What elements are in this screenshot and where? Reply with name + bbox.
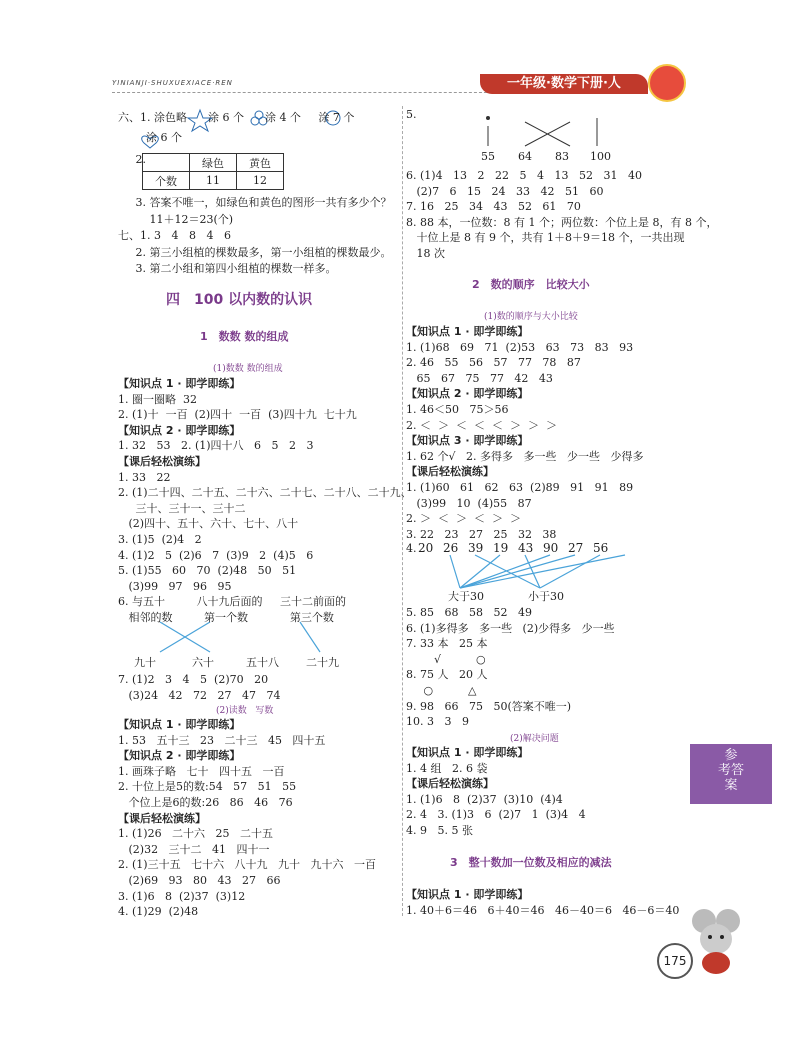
q5-num: 64: [518, 150, 532, 163]
section-title: 3 整十数加一位数及相应的减法: [450, 856, 612, 869]
answer-line: 4. (1)2 5 (2)6 7 (3)9 2 (4)5 6: [118, 548, 314, 562]
q4-category: 大于30: [448, 590, 484, 603]
answer-line: (2)7 6 15 24 33 42 51 60: [406, 184, 604, 198]
header-left-text: YINIANJI·SHUXUEXIACE·REN: [112, 79, 233, 87]
answer-line: 3. 22 23 27 25 32 38: [406, 527, 557, 541]
answer-line: 6. (1)多得多 多一些 (2)少得多 少一些: [406, 621, 615, 635]
q5-dot-lines: [487, 117, 598, 147]
answer-line: 【课后轻松演练】: [118, 455, 206, 468]
q4-matching-lines: [450, 555, 625, 588]
answer-line: 2. ＞ ＜ ＞ ＜ ＞ ＞: [406, 512, 521, 526]
answer-line: 9. 98 66 75 50(答案不唯一): [406, 699, 572, 713]
table-cell: 黄色: [237, 154, 284, 172]
answer-line: 10. 3 3 9: [406, 715, 469, 729]
mouse-mascot-icon: [688, 905, 744, 975]
answer-line: 【课后轻松演练】: [406, 465, 494, 479]
answer-line: (3)99 97 96 95: [118, 579, 232, 593]
tab-text: 案: [724, 778, 738, 793]
answer-line: 1. (1)60 61 62 63 (2)89 91 91 89: [406, 481, 634, 494]
q5-label: 5.: [406, 108, 417, 121]
answer-line: 三十、三十一、三十二: [118, 501, 246, 515]
answer-line: 4. (1)29 (2)48: [118, 905, 199, 919]
answer-line: (2)32 三十二 41 四十一: [118, 842, 270, 856]
table-cell: 个数: [143, 172, 190, 190]
answer-line: 2. ＜ ＞ ＜ ＜ ＜ ＞ ＞ ＞: [406, 418, 557, 432]
answer-line: 4. 9 5. 5 张: [406, 824, 473, 837]
answer-line: (3)24 42 72 27 47 74: [118, 688, 281, 702]
subsection-title: (1)数的顺序与大小比较: [484, 312, 578, 322]
answer-line: 2. 第三小组植的棵数最多，第一小组植的棵数最少。: [118, 246, 392, 259]
answer-line: 2.: [118, 153, 146, 166]
answer-line: 1. (1)6 8 (2)37 (3)10 (4)4: [406, 792, 563, 806]
answer-line: 涂 6 个: [118, 131, 182, 144]
answer-line: 【课后轻松演练】: [118, 811, 206, 825]
subsection-title: (2)解决问题: [510, 734, 559, 744]
q4-label: 4.: [406, 542, 417, 555]
answer-line: 【知识点 3 · 即学即练】: [406, 434, 529, 448]
q4-num: 27: [568, 541, 584, 555]
answer-line: 十位上是 8 有 9 个，共有 1＋8＋9＝18 个，一共出现: [406, 231, 685, 245]
answer-line: ○ △: [406, 684, 477, 697]
answer-line: 1. 32 53 2. (1)四十八 6 5 2 3: [118, 439, 314, 453]
q4-num: 39: [468, 541, 484, 555]
q5-num: 83: [555, 150, 569, 163]
answer-line: 【知识点 2 · 即学即练】: [118, 749, 241, 763]
answer-line: 七、1. 3 4 8 4 6: [118, 229, 231, 242]
answer-line: (3)99 10 (4)55 87: [406, 496, 532, 510]
answer-line: 1. 4 组 2. 6 袋: [406, 761, 488, 775]
answer-line: 2. (1)二十四、二十五、二十六、二十七、二十八、二十九、: [118, 486, 412, 500]
answer-line: 2. 4 3. (1)3 6 (2)7 1 (3)4 4: [406, 808, 586, 822]
answer-line: 11＋12＝23(个): [118, 213, 234, 226]
answer-line: 7. 33 本 25 本: [406, 637, 488, 651]
q6-answer: 九十: [134, 656, 156, 669]
q6-answer: 二十九: [306, 656, 339, 669]
answer-line: 2. 十位上是5的数:54 57 51 55: [118, 780, 297, 794]
answer-line: 【知识点 1 · 即学即练】: [406, 888, 529, 901]
header-banner: 一年级·数学下册·人: [480, 74, 648, 94]
answer-line: 5. (1)55 60 70 (2)48 50 51: [118, 564, 297, 578]
answer-line: 1. 40＋6＝46 6＋40＝46 46－40＝6 46－6＝40: [406, 903, 680, 917]
q4-num: 90: [543, 541, 559, 555]
answer-line: 1. 画珠子略 七十 四十五 一百: [118, 764, 285, 778]
subsection-title: (2)读数 写数: [216, 706, 274, 716]
answer-line: 六、1. 涂色略 涂 6 个 涂 4 个 涂 7 个: [118, 111, 355, 124]
q6-answer: 五十八: [246, 656, 279, 669]
answer-line: 7. 16 25 34 43 52 61 70: [406, 200, 581, 214]
answer-line: 65 67 75 77 42 43: [406, 371, 553, 385]
answer-line: 8. 88 本，一位数：8 有 1 个；两位数：个位上是 8，有 8 个，: [406, 215, 718, 229]
q6-answer: 六十: [192, 656, 214, 669]
answer-line: √ ○: [406, 652, 486, 666]
answer-line: 3. (1)5 (2)4 2: [118, 533, 202, 546]
answer-line: 【知识点 1 · 即学即练】: [406, 325, 529, 338]
answer-line: 1. 圈一圈略 32: [118, 392, 197, 406]
answer-line: 3. 第二小组和第四小组植的棵数一样多。: [118, 262, 337, 275]
answer-line: 1. (1)68 69 71 (2)53 63 73 83 93: [406, 340, 634, 354]
answer-line: 1. 62 个√ 2. 多得多 多一些 少一些 少得多: [406, 449, 644, 463]
q4-category: 小于30: [528, 590, 564, 603]
answer-line: 【知识点 1 · 即学即练】: [406, 746, 529, 759]
answer-line: 相邻的数 第一个数 第三个数: [118, 611, 334, 624]
answer-line: 1. 46＜50 75＞56: [406, 403, 509, 416]
q5-num: 55: [481, 150, 495, 163]
answer-line: 个位上是6的数:26 86 46 76: [118, 796, 293, 809]
answer-line: 【知识点 1 · 即学即练】: [118, 718, 241, 731]
q4-num: 56: [593, 541, 609, 555]
answer-line: 【知识点 2 · 即学即练】: [118, 423, 241, 437]
table-cell: 12: [237, 172, 284, 190]
table-cell: 绿色: [190, 154, 237, 172]
section-title: 1 数数 数的组成: [200, 330, 289, 343]
answer-line: 5. 85 68 58 52 49: [406, 606, 532, 619]
section-title: 2 数的顺序 比较大小: [472, 278, 590, 291]
answer-line: 6. (1)4 13 2 22 5 4 13 52 31 40: [406, 169, 642, 182]
tab-text: 考答: [717, 763, 744, 778]
q6-matching-lines: [160, 622, 320, 652]
q4-num: 26: [443, 541, 459, 555]
q4-num: 20: [418, 541, 434, 555]
answer-line: 【课后轻松演练】: [406, 777, 494, 791]
subsection-title: (1)数数 数的组成: [213, 364, 283, 374]
answer-line: (2)69 93 80 43 27 66: [118, 874, 281, 887]
answer-line: 2. (1)三十五 七十六 八十九 九十 九十六 一百: [118, 858, 377, 872]
q4-num: 19: [493, 541, 509, 555]
answer-line: 【知识点 2 · 即学即练】: [406, 387, 529, 401]
answer-line: 2. 46 55 56 57 77 78 87: [406, 356, 581, 370]
page-number: 175: [657, 943, 693, 979]
answer-line: (2)四十、五十、六十、七十、八十: [118, 517, 299, 531]
q4-num: 43: [518, 541, 534, 555]
table-cell: 11: [190, 172, 237, 190]
answer-line: 1. (1)26 二十六 25 二十五: [118, 827, 274, 841]
tab-text: 参: [724, 748, 738, 763]
answer-line: 7. (1)2 3 4 5 (2)70 20: [118, 673, 269, 686]
answer-line: 【知识点 1 · 即学即练】: [118, 377, 241, 390]
chapter-title: 四 100 以内数的认识: [166, 292, 313, 308]
answer-line: 3. (1)6 8 (2)37 (3)12: [118, 889, 246, 903]
answer-line: 2. (1)十 一百 (2)四十 一百 (3)四十九 七十九: [118, 408, 357, 422]
answer-line: 8. 75 人 20 人: [406, 668, 488, 682]
reference-answer-tab: [690, 744, 772, 804]
answer-line: 3. 答案不唯一，如绿色和黄色的图形一共有多少个？: [118, 196, 392, 209]
answer-line: 6. 与五十 八十九后面的 三十二前面的: [118, 595, 346, 609]
answer-line: 1. 53 五十三 23 二十三 45 四十五: [118, 733, 326, 747]
answer-line: 18 次: [406, 247, 445, 260]
answer-line: 1. 33 22: [118, 470, 171, 484]
q5-num: 100: [590, 150, 611, 163]
